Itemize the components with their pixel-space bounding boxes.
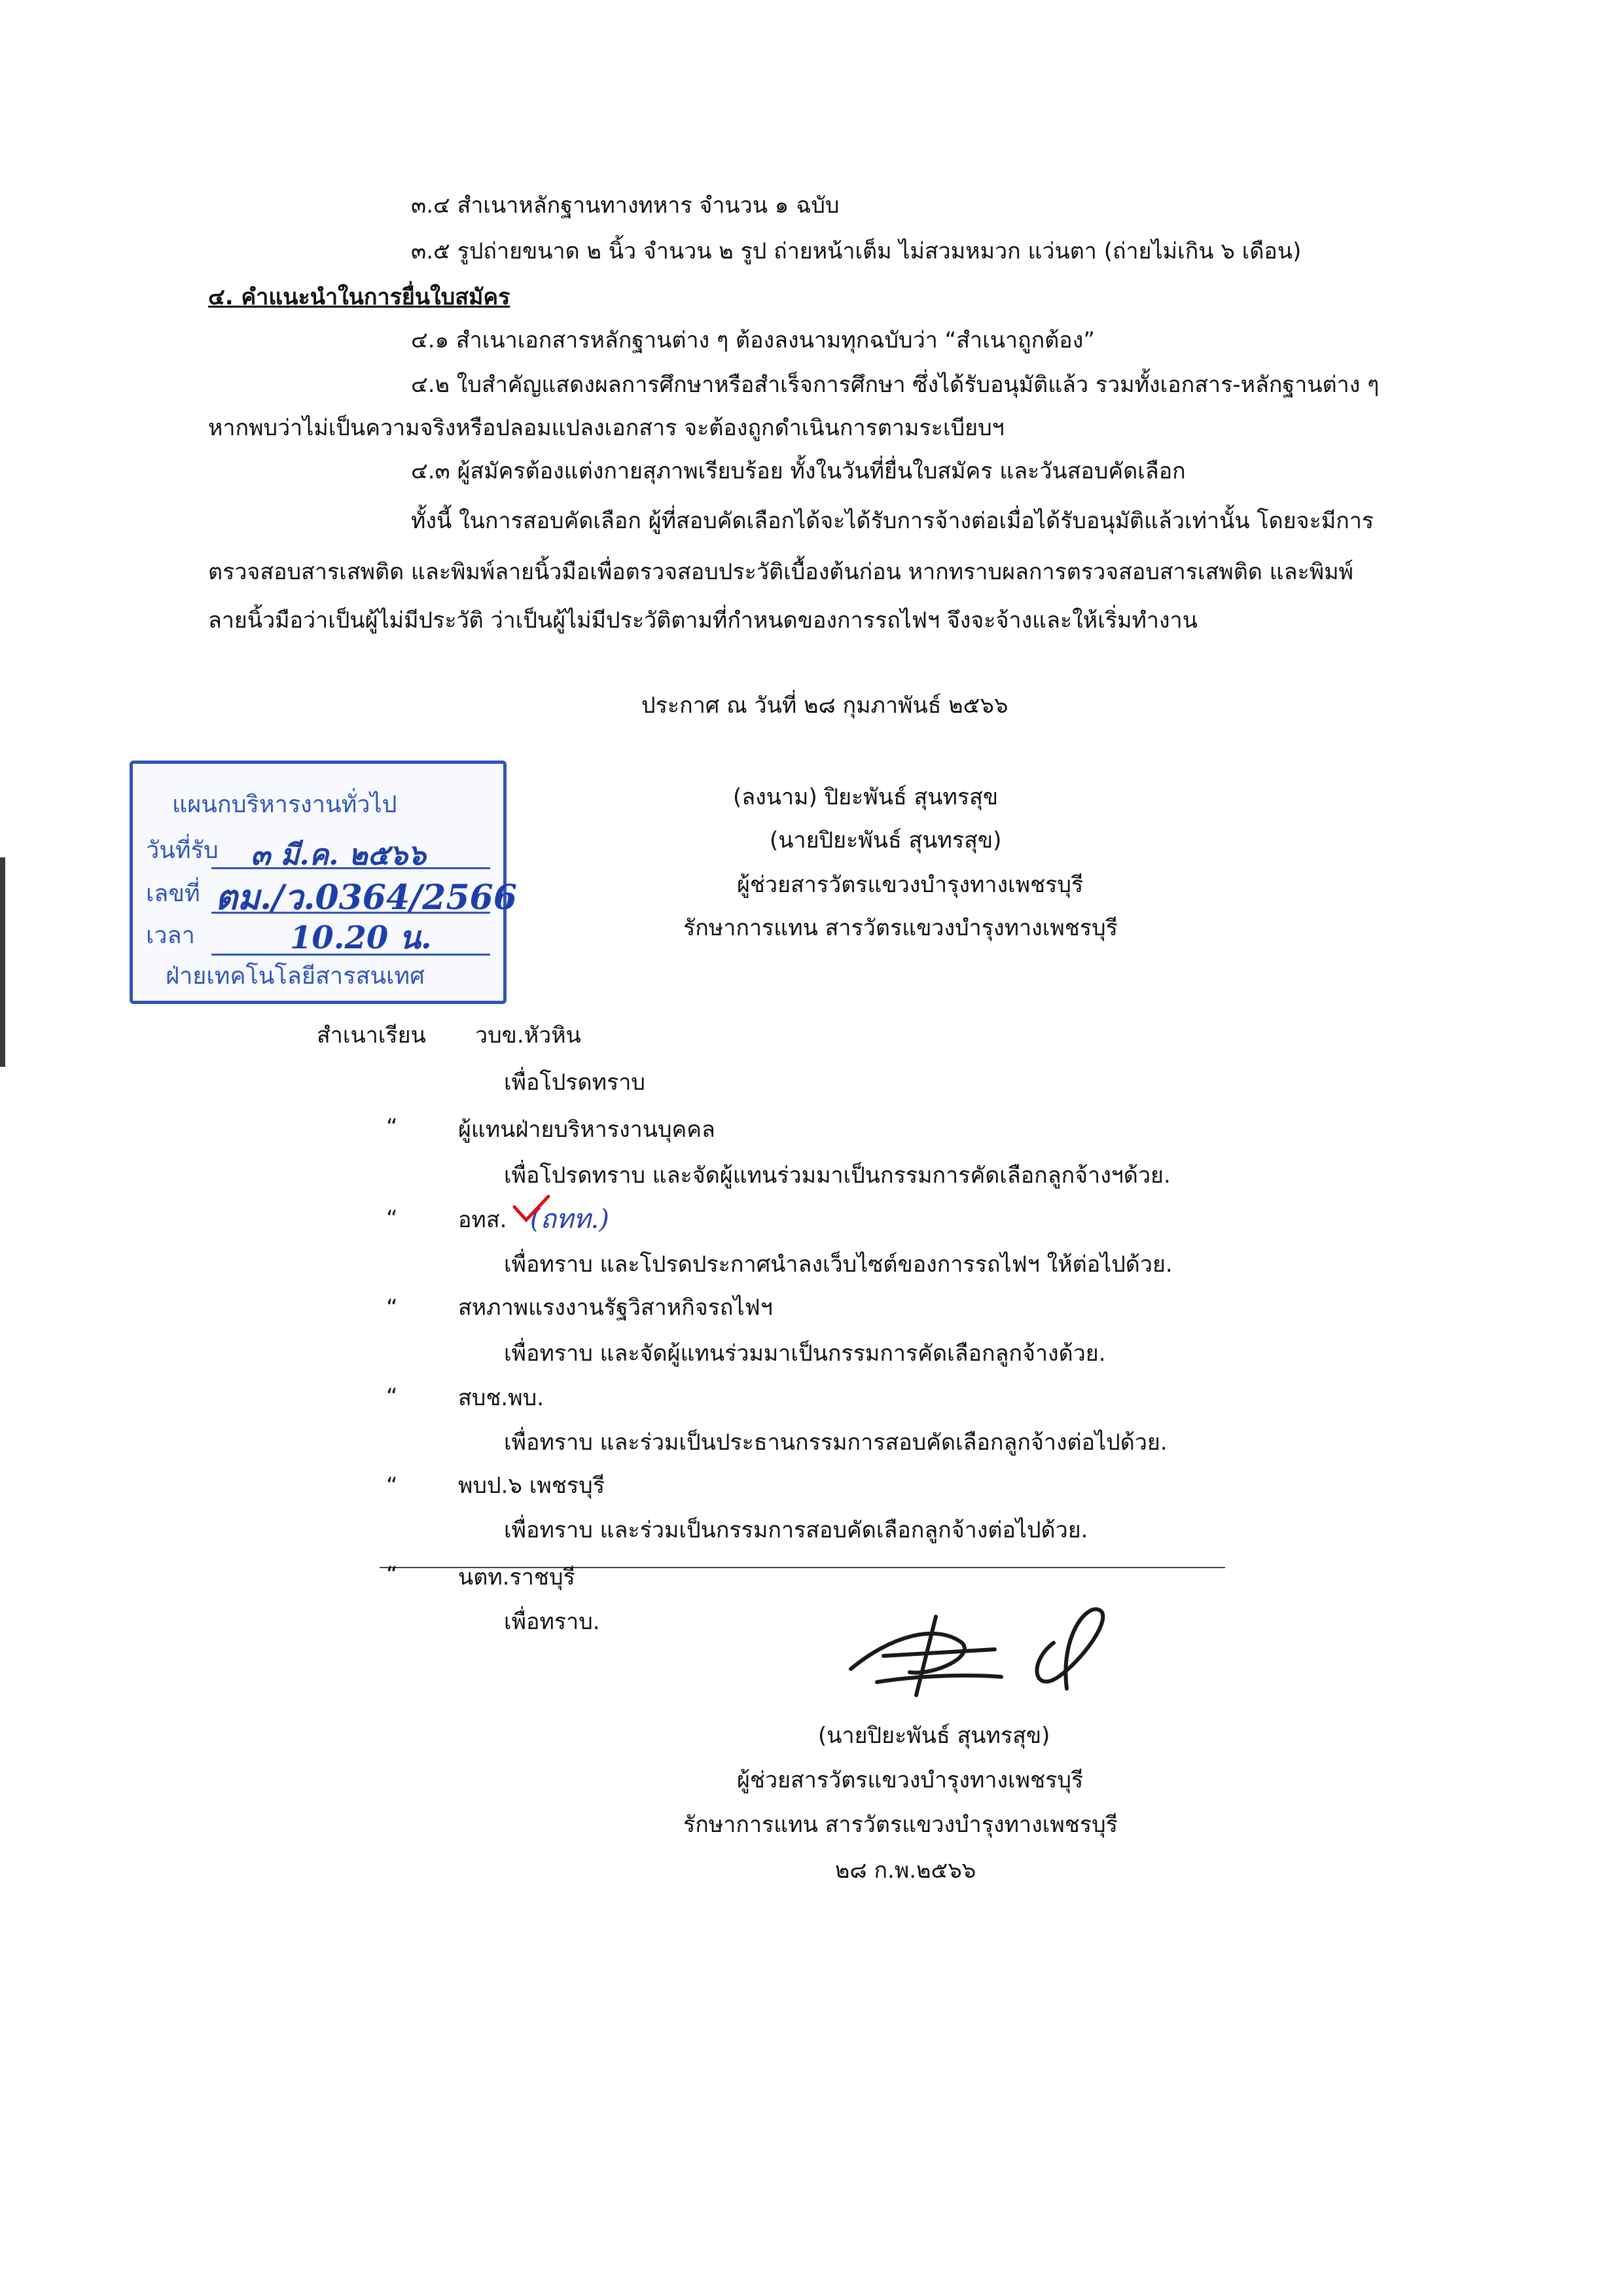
- ditto-mark: “: [386, 1384, 398, 1410]
- signature2-position: ผู้ช่วยสารวัตรแขวงบำรุงทางเพชรบุรี: [737, 1767, 1084, 1793]
- received-stamp: [130, 761, 517, 1004]
- signature1-name: (นายปิยะพันธ์ สุนทรสุข): [770, 827, 1002, 853]
- item-3-4: ๓.๔ สำเนาหลักฐานทางทหาร จำนวน ๑ ฉบับ: [411, 192, 840, 219]
- ditto-mark: “: [386, 1473, 398, 1499]
- stamp-time-value: 10.20 น.: [290, 920, 432, 956]
- stamp-number-label: เลขที่: [146, 880, 200, 907]
- ditto-mark: “: [386, 1295, 398, 1321]
- item-3-5: ๓.๕ รูปถ่ายขนาด ๒ นิ้ว จำนวน ๒ รูป ถ่ายหน้าเต็ม ไม่สวมหมวก แว่นตา (ถ่ายไม่เกิน ๖ เดือน): [411, 238, 1302, 264]
- item-4-1: ๔.๑ สำเนาเอกสารหลักฐานต่าง ๆ ต้องลงนามทุกฉบับว่า “สำเนาถูกต้อง”: [411, 327, 1095, 353]
- ditto-mark: “: [386, 1562, 398, 1588]
- stamp-date-value: ๓ มี.ค. ๒๕๖๖: [251, 838, 426, 872]
- cc-purpose-5: เพื่อทราบ และร่วมเป็นกรรมการสอบคัดเลือกลูกจ้างต่อไปด้วย.: [504, 1517, 1088, 1543]
- stamp-number-value: ตม./ว.0364/2566: [215, 878, 517, 918]
- cc-purpose-4: เพื่อทราบ และร่วมเป็นประธานกรรมการสอบคัดเลือกลูกจ้างต่อไปด้วย.: [504, 1429, 1168, 1456]
- cc-name-1: ผู้แทนฝ่ายบริหารงานบุคคล: [458, 1117, 715, 1143]
- cc-purpose-1: เพื่อโปรดทราบ และจัดผู้แทนร่วมมาเป็นกรรมการคัดเลือกลูกจ้างฯด้วย.: [504, 1162, 1171, 1189]
- cc-name-4: สบช.พบ.: [458, 1385, 544, 1411]
- paragraph-line2: ตรวจสอบสารเสพติด และพิมพ์ลายนิ้วมือเพื่อตรวจสอบประวัติเบื้องต้นก่อน หากทราบผลการตรวจสอบสารเสพติด และพิมพ์: [208, 559, 1354, 585]
- stamp-date-label: วันที่รับ: [146, 837, 219, 864]
- cc-name-2: อทส.: [458, 1207, 507, 1233]
- cc-purpose-0: เพื่อโปรดทราบ: [504, 1069, 645, 1096]
- item-4-2-line2: หากพบว่าไม่เป็นความจริงหรือปลอมแปลงเอกสาร จะต้องถูกดำเนินการตามระเบียบฯ: [208, 415, 1005, 441]
- cc-header-value: วบข.หัวหิน: [475, 1022, 581, 1049]
- signature2-acting: รักษาการแทน สารวัตรแขวงบำรุงทางเพชรบุรี: [683, 1812, 1118, 1838]
- cc-purpose-3: เพื่อทราบ และจัดผู้แทนร่วมมาเป็นกรรมการคัดเลือกลูกจ้างด้วย.: [504, 1340, 1106, 1367]
- handwritten-signature: [838, 1597, 1126, 1702]
- cc-name-3: สหภาพแรงงานรัฐวิสาหกิจรถไฟฯ: [458, 1295, 773, 1321]
- cc-header-label: สำเนาเรียน: [317, 1022, 426, 1049]
- handwritten-note: (ถทท.): [530, 1204, 609, 1234]
- signature2-name: (นายปิยะพันธ์ สุนทรสุข): [818, 1723, 1050, 1749]
- ditto-mark: “: [386, 1114, 398, 1140]
- paragraph-line1: ทั้งนี้ ในการสอบคัดเลือก ผู้ที่สอบคัดเลือกได้จะได้รับการจ้างต่อเมื่อได้รับอนุมัติแล้วเท่านั้น โดยจะมีการ: [411, 508, 1374, 534]
- cc-name-6: นตท.ราชบุรี: [458, 1564, 575, 1590]
- item-4-2-line1: ๔.๒ ใบสำคัญแสดงผลการศึกษาหรือสำเร็จการศึกษา ซึ่งได้รับอนุมัติแล้ว รวมทั้งเอกสาร-หลักฐานต่าง ๆ: [411, 372, 1380, 398]
- announce-date: ประกาศ ณ วันที่ ๒๘ กุมภาพันธ์ ๒๕๖๖: [641, 692, 1008, 719]
- signature1-position: ผู้ช่วยสารวัตรแขวงบำรุงทางเพชรบุรี: [737, 872, 1084, 898]
- cc-purpose-6: เพื่อทราบ.: [504, 1609, 600, 1635]
- cc-name-5: พบป.๖ เพชรบุรี: [458, 1473, 605, 1499]
- paragraph-line3: ลายนิ้วมือว่าเป็นผู้ไม่มีประวัติ ว่าเป็นผู้ไม่มีประวัติตามที่กำหนดของการรถไฟฯ จึงจะจ้างและให้เริ่มทำงาน: [208, 607, 1198, 634]
- ditto-mark: “: [386, 1206, 398, 1232]
- item-4-3: ๔.๓ ผู้สมัครต้องแต่งกายสุภาพเรียบร้อย ทั้งในวันที่ยื่นใบสมัคร และวันสอบคัดเลือก: [411, 458, 1186, 484]
- scan-edge-mark: [0, 857, 5, 1067]
- stamp-time-label: เวลา: [146, 922, 195, 949]
- stamp-title: แผนกบริหารงานทั่วไป: [172, 791, 397, 818]
- cc-purpose-2: เพื่อทราบ และโปรดประกาศนำลงเว็บไซต์ของการรถไฟฯ ให้ต่อไปด้วย.: [504, 1251, 1173, 1278]
- signature1-acting: รักษาการแทน สารวัตรแขวงบำรุงทางเพชรบุรี: [683, 915, 1118, 941]
- signature2-date: ๒๘ ก.พ.๒๕๖๖: [835, 1857, 976, 1884]
- checkmark-icon: [512, 1194, 551, 1227]
- signature1-signed: (ลงนาม) ปิยะพันธ์ สุนทรสุข: [733, 784, 999, 810]
- stamp-footer: ฝ่ายเทคโนโลยีสารสนเทศ: [166, 963, 425, 990]
- section-4-heading: ๔. คำแนะนำในการยื่นใบสมัคร: [208, 284, 510, 310]
